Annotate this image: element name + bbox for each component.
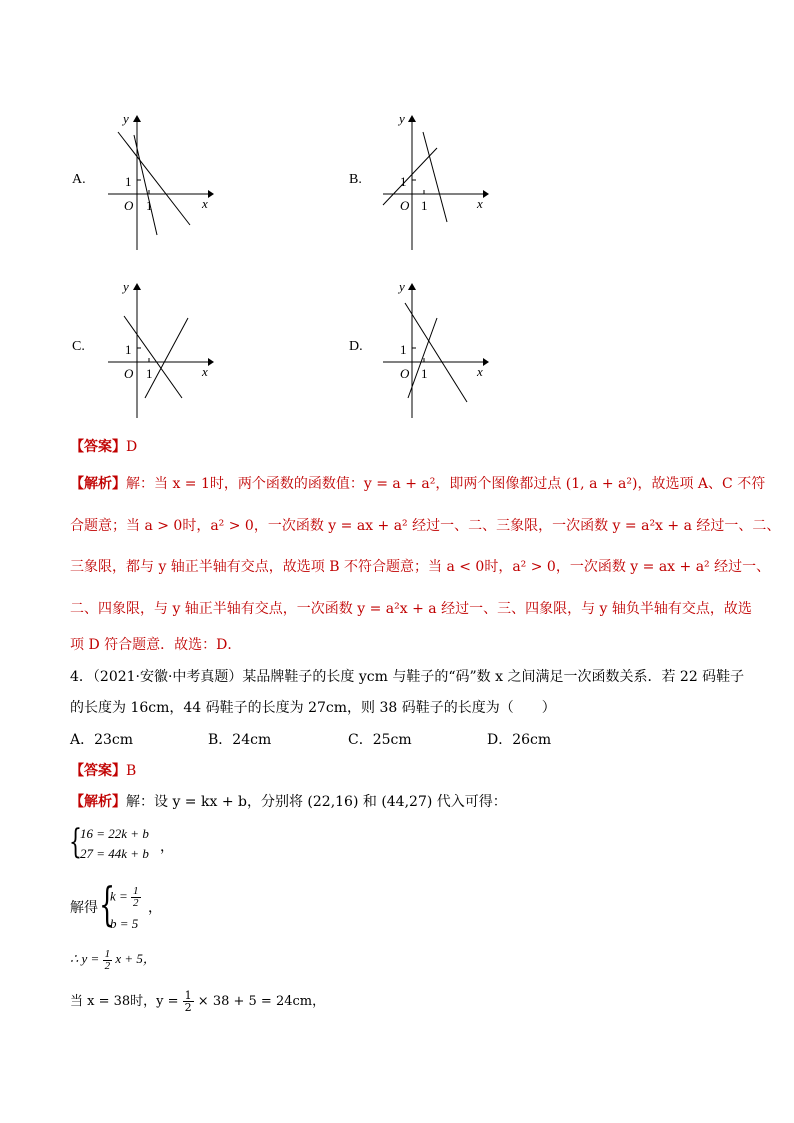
- answer-label: 【答案】: [70, 763, 126, 779]
- solve-comma: ，: [148, 900, 162, 916]
- x-axis-label: x: [477, 364, 483, 379]
- origin-label: O: [124, 366, 134, 381]
- answer-value: B: [126, 763, 137, 779]
- solution-k: k = $\frac{1}{2}$: [110, 885, 139, 909]
- option-d-label: D.: [349, 339, 363, 354]
- equation-1: 16 = 22k + b: [80, 826, 149, 841]
- x-tick-label: 1: [421, 198, 428, 213]
- option-a-label: A.: [72, 172, 86, 187]
- q3-analysis-line-1: [70, 473, 765, 493]
- option-c-label: C.: [72, 339, 85, 354]
- origin-label: O: [124, 198, 134, 213]
- final-line: 当 x = 38时，y = $\frac{1}{2}$ × 38 + 5 = 24cm，: [70, 989, 326, 1014]
- analysis-label: 【解析】: [70, 794, 126, 810]
- equation-2: 27 = 44k + b: [80, 846, 149, 861]
- origin-label: O: [400, 198, 410, 213]
- therefore-line: ∴ y = $\frac{1}{2}$ x + 5，: [70, 947, 156, 972]
- y-axis-label: y: [399, 111, 405, 126]
- option-c-graph: [100, 278, 220, 423]
- x-tick-label: 1: [146, 366, 153, 381]
- q3-analysis-line-3: 三象限，都与 y 轴正半轴有交点，故选项 B 不符合题意；当 a < 0时，a² > 0，一次函数 y = ax + a² 经过一、: [70, 559, 771, 575]
- equation-comma: ，: [160, 839, 174, 855]
- option-b-graph: [375, 110, 495, 255]
- q4-analysis-line-1: [70, 791, 507, 811]
- q4-stem-line-1: 4．（2021·安徽·中考真题）某品牌鞋子的长度 ycm 与鞋子的“码”数 x 之间满足一次函数关系．若 22 码鞋子: [70, 669, 745, 685]
- q3-analysis-text-1: 解：当 x = 1时，两个函数的函数值：y = a + a²，即两个图像都过点 (1, a + a²)，故选项 A、C 不符: [126, 476, 766, 492]
- option-d-graph: [375, 278, 495, 423]
- q4-answer: [70, 760, 136, 780]
- y-axis-label: y: [123, 111, 129, 126]
- x-tick-label: 1: [146, 198, 153, 213]
- option-b-label: B.: [349, 172, 362, 187]
- y-axis-label: y: [399, 279, 405, 294]
- option-a-graph: [100, 110, 220, 255]
- q3-analysis-line-4: 二、四象限，与 y 轴正半轴有交点，一次函数 y = a²x + a 经过一、三、四象限，与 y 轴负半轴有交点，故选: [70, 601, 752, 617]
- x-tick-label: 1: [421, 366, 428, 381]
- analysis-label: 【解析】: [70, 476, 126, 492]
- y-tick-label: 1: [125, 174, 132, 189]
- q3-answer: [70, 436, 137, 456]
- x-axis-label: x: [202, 196, 208, 211]
- q4-choice-b: B．24cm: [208, 732, 272, 748]
- equation-brace: {: [69, 822, 82, 862]
- x-axis-label: x: [202, 364, 208, 379]
- y-tick-label: 1: [125, 342, 132, 357]
- q4-choice-d: D．26cm: [487, 732, 552, 748]
- answer-value: D: [126, 439, 138, 455]
- x-axis-label: x: [477, 196, 483, 211]
- y-axis-label: y: [123, 279, 129, 294]
- q4-analysis-text-1: 解：设 y = kx + b，分别将 (22,16) 和 (44,27) 代入可得：: [126, 794, 507, 810]
- q4-stem-line-2: 的长度为 16cm，44 码鞋子的长度为 27cm，则 38 码鞋子的长度为（ ）: [70, 700, 556, 716]
- q3-analysis-line-5: 项 D 符合题意．故选：D．: [70, 637, 242, 653]
- solution-b: b = 5: [110, 916, 139, 931]
- answer-label: 【答案】: [70, 439, 126, 455]
- q4-choice-c: C．25cm: [348, 732, 412, 748]
- y-tick-label: 1: [400, 174, 407, 189]
- q3-analysis-line-2: 合题意；当 a > 0时，a² > 0，一次函数 y = ax + a² 经过一、二、三象限，一次函数 y = a²x + a 经过一、二、: [70, 518, 781, 534]
- q4-choice-a: A．23cm: [70, 732, 134, 748]
- solution-brace: {: [99, 877, 116, 931]
- y-tick-label: 1: [400, 342, 407, 357]
- solve-prefix: 解得: [70, 900, 98, 916]
- origin-label: O: [400, 366, 410, 381]
